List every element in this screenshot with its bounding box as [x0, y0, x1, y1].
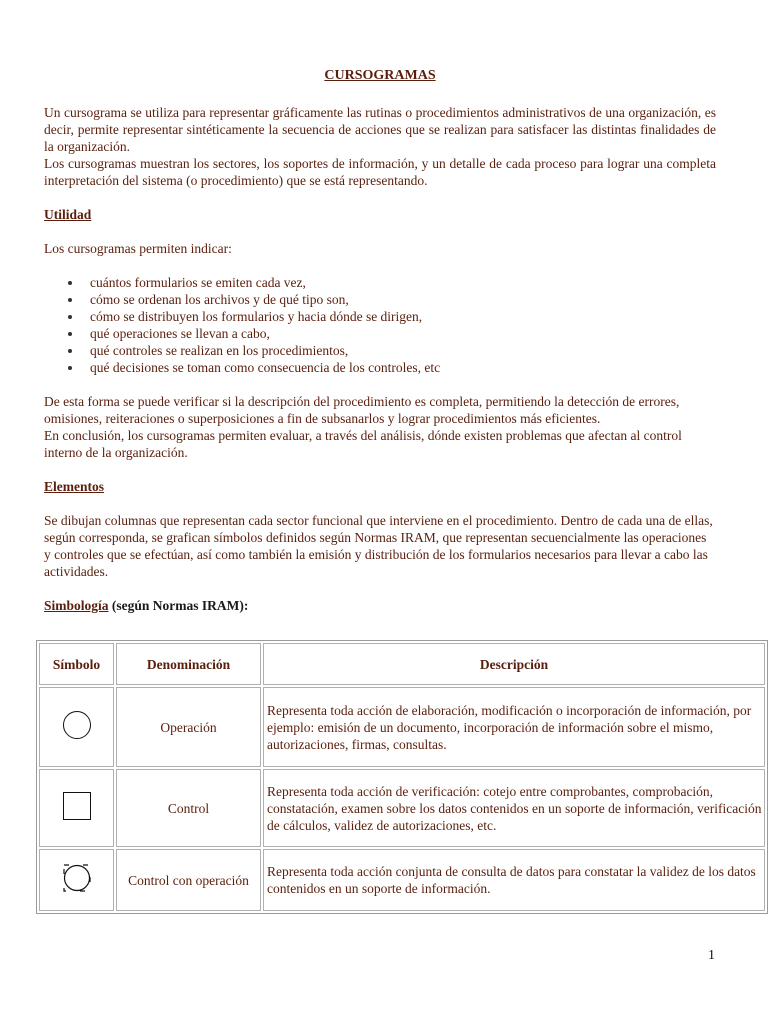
table-row — [39, 769, 765, 847]
intro-paragraph-2: Los cursogramas muestran los sectores, los soportes de información, y un detalle de cada proceso para lograr una completa interpretación del sistema (o procedimiento) que se está representando. — [44, 156, 716, 188]
elementos-paragraph: Se dibujan columnas que representan cada sector funcional que interviene en el procedimiento. Dentro de cada una de ellas, según corresponda, se grafican símbolos definidos según Normas IRAM, que representan secuencialmente las operaciones y controles que se efectúan, así como también la emisión y distribución de los formularios necesarios para llevar a cabo las actividades. — [44, 513, 713, 579]
simbologia-heading-suffix: (según Normas IRAM): — [108, 598, 249, 613]
utilidad-list — [44, 274, 716, 376]
symbology-table — [36, 640, 768, 914]
circle-icon — [63, 711, 91, 739]
square-icon — [63, 792, 91, 820]
list-item: cuántos formularios se emiten cada vez, — [90, 274, 716, 291]
list-item: qué decisiones se toman como consecuencia de los controles, etc — [90, 359, 716, 376]
list-item: qué controles se realizan en los procedimientos, — [90, 342, 716, 359]
simbologia-heading-link: Simbología — [44, 598, 109, 613]
symbol-cell — [39, 769, 114, 847]
list-item: qué operaciones se llevan a cabo, — [90, 325, 716, 342]
column-header-simbolo: Símbolo — [39, 643, 114, 685]
denomination-cell: Control — [116, 769, 261, 847]
description-cell: Representa toda acción conjunta de consulta de datos para constatar la validez de los datos contenidos en un soporte de información. — [263, 849, 765, 911]
table-row — [39, 849, 765, 911]
table-row — [39, 687, 765, 767]
document-page — [44, 68, 716, 614]
description-cell: Representa toda acción de verificación: cotejo entre comprobantes, comprobación, constatación, examen sobre los datos contenidos en un soporte de información, verificación de cálculos, validez de autorizaciones, etc. — [263, 769, 765, 847]
description-cell: Representa toda acción de elaboración, modificación o incorporación de información, por ejemplo: emisión de un documento, incorporación de información sobre el mismo, autorizaciones, firmas, consultas. — [263, 687, 765, 767]
list-item: cómo se ordenan los archivos y de qué tipo son, — [90, 291, 716, 308]
symbol-cell — [39, 687, 114, 767]
page-title: CURSOGRAMAS — [324, 68, 436, 83]
intro-paragraph-1: Un cursograma se utiliza para representar gráficamente las rutinas o procedimientos administrativos de una organización, es decir, permite representar sintéticamente la secuencia de acciones que se realizan para satisfacer las distintas finalidades de la organización. — [44, 105, 716, 154]
column-header-denominacion: Denominación — [116, 643, 261, 685]
utilidad-lead: Los cursogramas permiten indicar: — [44, 241, 232, 256]
circle-in-square-icon — [62, 863, 92, 893]
utilidad-paragraph-1: De esta forma se puede verificar si la descripción del procedimiento es completa, permitiendo la detección de errores, omisiones, reiteraciones o superposiciones a fin de subsanarlos y lograr procedimientos más eficientes. — [44, 394, 680, 426]
denomination-cell: Operación — [116, 687, 261, 767]
list-item: cómo se distribuyen los formularios y hacia dónde se dirigen, — [90, 308, 716, 325]
denomination-cell: Control con operación — [116, 849, 261, 911]
symbol-cell — [39, 849, 114, 911]
simbologia-heading — [44, 597, 716, 614]
elementos-heading: Elementos — [44, 479, 104, 494]
utilidad-heading: Utilidad — [44, 207, 92, 222]
utilidad-paragraph-2: En conclusión, los cursogramas permiten evaluar, a través del análisis, dónde existen problemas que afectan al control interno de la organización. — [44, 428, 682, 460]
page-number: 1 — [708, 948, 715, 963]
table-header-row — [39, 643, 765, 685]
column-header-descripcion: Descripción — [263, 643, 765, 685]
